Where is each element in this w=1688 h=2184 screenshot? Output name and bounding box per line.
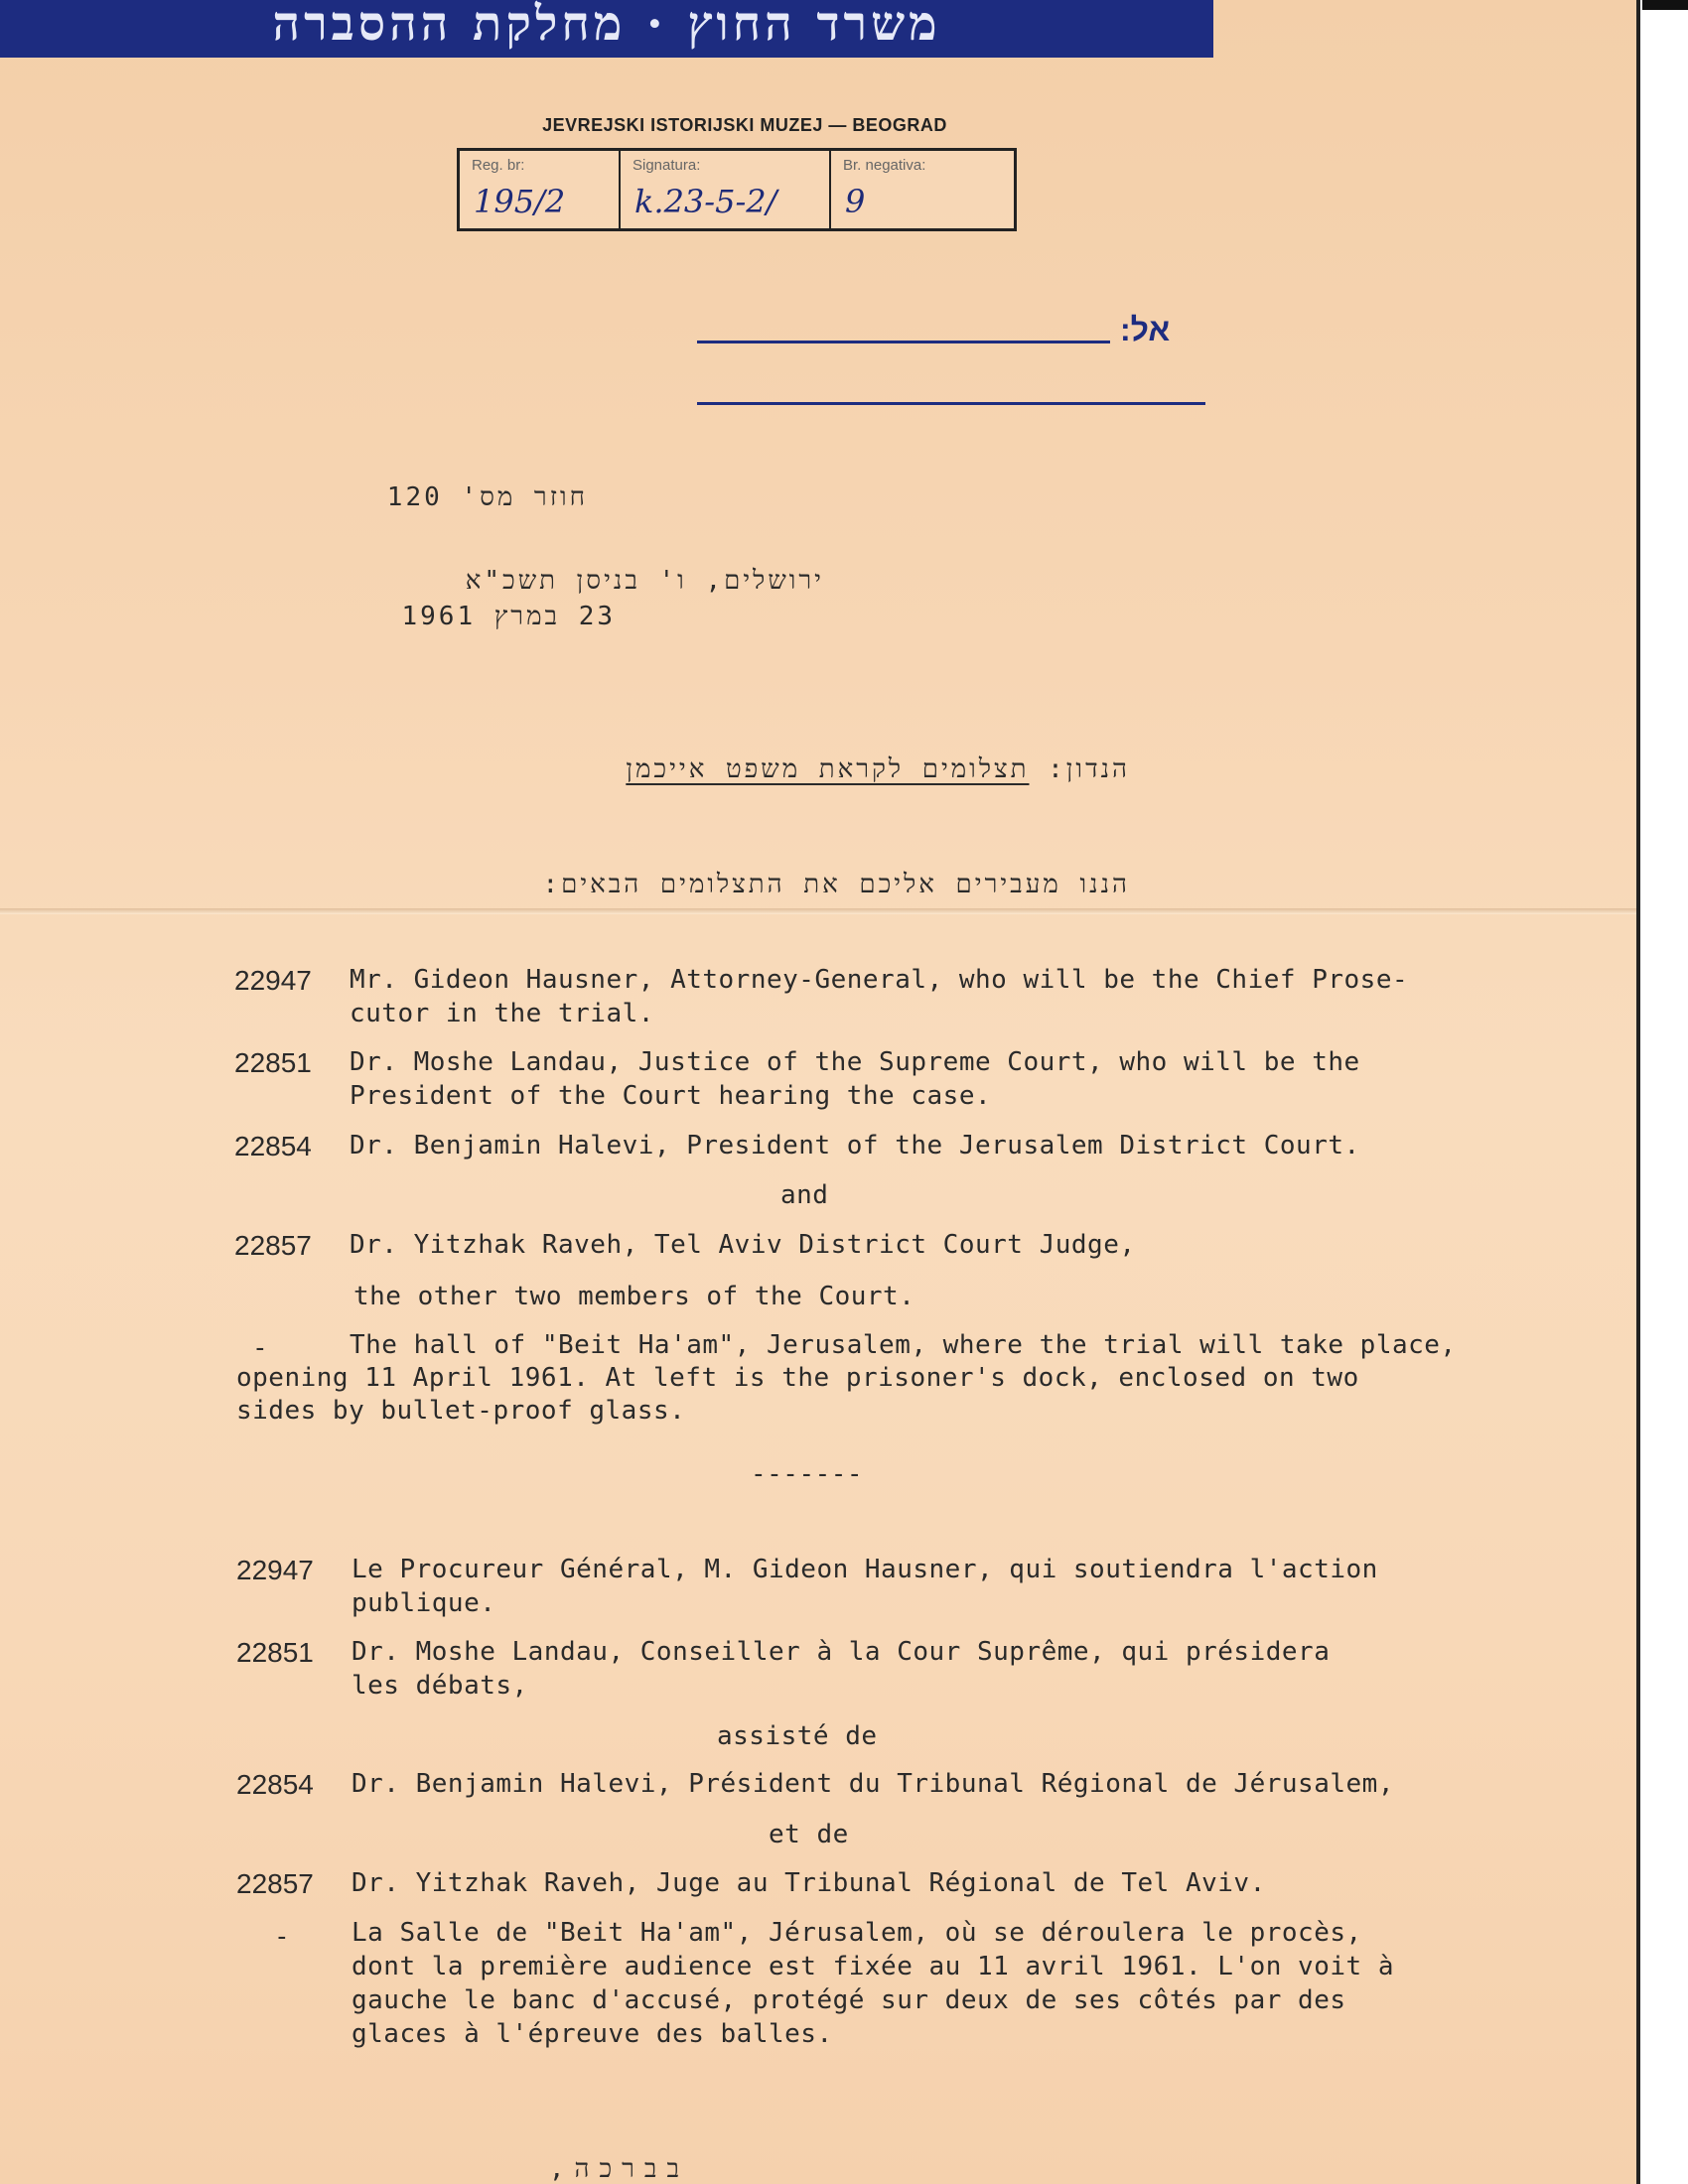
photo-number: 22854 (236, 1769, 314, 1800)
signatura-cell (621, 151, 831, 228)
item-line: Mr. Gideon Hausner, Attorney-General, who will be the Chief Prose- (350, 965, 1409, 995)
section-separator: ------- (751, 1459, 864, 1489)
hall-line: The hall of "Beit Ha'am", Jerusalem, where the trial will take place, (350, 1330, 1457, 1360)
photo-number: 22854 (234, 1131, 312, 1161)
negativa-value: 9 (845, 183, 866, 220)
signatura-value: k.23-5-2/ (634, 183, 777, 220)
photo-number: 22947 (236, 1555, 314, 1585)
other-members-line: the other two members of the Court. (353, 1282, 915, 1311)
hall-line: La Salle de "Beit Ha'am", Jérusalem, où se déroulera le procès, (352, 1918, 1362, 1948)
photo-number: 22851 (236, 1637, 314, 1668)
et-de-connector: et de (769, 1820, 849, 1849)
recipient-line-2 (697, 402, 1205, 405)
item-line: President of the Court hearing the case. (350, 1081, 992, 1111)
reg-cell (460, 151, 621, 228)
reg-value: 195/2 (474, 183, 566, 220)
item-line: Dr. Moshe Landau, Conseiller à la Cour Suprême, qui présidera (352, 1637, 1331, 1667)
scan-border (1642, 0, 1688, 10)
photo-number: 22947 (234, 965, 312, 996)
item-line: cutor in the trial. (350, 999, 654, 1028)
hall-marker: - (252, 1333, 268, 1363)
item-line: Dr. Benjamin Halevi, President of the Jerusalem District Court. (350, 1131, 1360, 1160)
item-line: Dr. Moshe Landau, Justice of the Supreme Court, who will be the (350, 1047, 1360, 1077)
item-line: Dr. Yitzhak Raveh, Juge au Tribunal Régional de Tel Aviv. (352, 1868, 1266, 1898)
and-connector: and (780, 1180, 829, 1210)
hall-line: dont la première audience est fixée au 11 avril 1961. L'on voit à (352, 1952, 1394, 1981)
subject-text: תצלומים לקראת משפט אייכמן (626, 754, 1030, 784)
hall-line: gauche le banc d'accusé, protégé sur deux de ses côtés par des (352, 1985, 1346, 2015)
hall-marker: - (274, 1922, 290, 1952)
item-line: Le Procureur Général, M. Gideon Hausner, qui soutiendra l'action (352, 1555, 1378, 1584)
closing-greeting: בברכה, (548, 2154, 689, 2184)
page-edge (1636, 0, 1640, 2184)
subject-label: הנדון: (1048, 754, 1130, 784)
photo-number: 22851 (234, 1047, 312, 1078)
photo-number: 22857 (234, 1230, 312, 1261)
recipient-line-1 (697, 341, 1110, 343)
signatura-label: Signatura: (633, 157, 701, 174)
assiste-connector: assisté de (717, 1721, 878, 1751)
recipient-label: אל: (1120, 312, 1171, 347)
negativa-cell (831, 151, 1012, 228)
photo-number: 22857 (236, 1868, 314, 1899)
letterhead-banner: משרד החוץ · מחלקת ההסברה (0, 0, 1213, 58)
item-line: Dr. Benjamin Halevi, Président du Tribunal Régional de Jérusalem, (352, 1769, 1394, 1799)
reg-label: Reg. br: (472, 157, 525, 174)
intro-line: הננו מעבירים אליכם את התצלומים הבאים: (542, 870, 1130, 899)
hall-line: opening 11 April 1961. At left is the prisoner's dock, enclosed on two (236, 1363, 1359, 1393)
gregorian-date: 23 במרץ 1961 (401, 602, 616, 631)
item-line: Dr. Yitzhak Raveh, Tel Aviv District Court Judge, (350, 1230, 1136, 1260)
archive-stamp (457, 148, 1017, 231)
hebrew-date: ירושלים, ו' בניסן תשכ"א (465, 566, 824, 596)
museum-stamp-title: JEVREJSKI ISTORIJSKI MUZEJ — BEOGRAD (542, 115, 947, 135)
subject-line (626, 754, 1130, 784)
item-line: publique. (352, 1588, 496, 1618)
hall-line: glaces à l'épreuve des balles. (352, 2019, 833, 2049)
hall-line: sides by bullet-proof glass. (236, 1396, 686, 1426)
circular-number: חוזר מס' 120 (386, 482, 588, 512)
paper-fold (0, 908, 1638, 914)
negativa-label: Br. negativa: (843, 157, 926, 174)
item-line: les débats, (352, 1671, 528, 1701)
